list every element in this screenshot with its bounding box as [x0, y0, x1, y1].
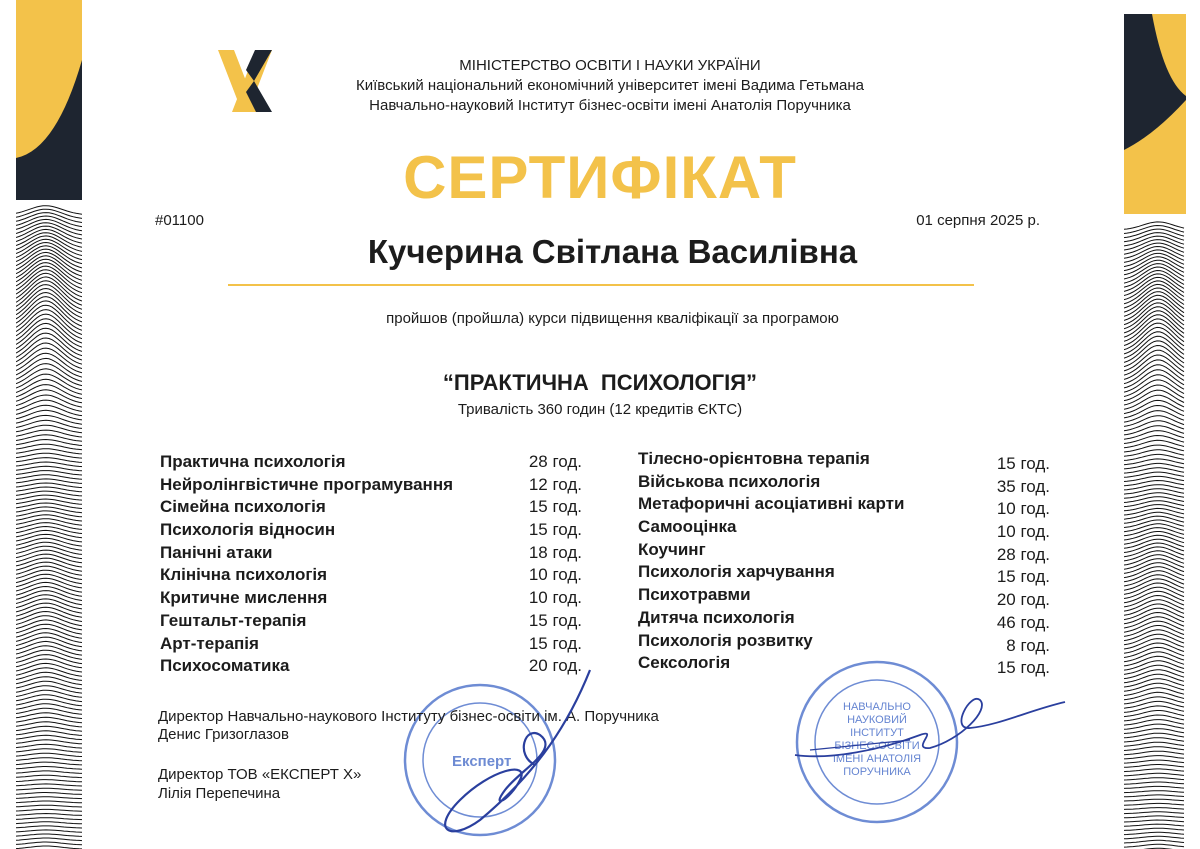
course-hours: 10 год.	[996, 499, 1050, 519]
decorative-wave-line	[1124, 799, 1184, 801]
course-hours: 10 год.	[528, 565, 582, 585]
decorative-wave-line	[16, 503, 82, 509]
course-item	[160, 494, 582, 517]
svg-text:НАВЧАЛЬНО: НАВЧАЛЬНО	[843, 701, 911, 713]
certificate-title: СЕРТИФІКАТ	[403, 144, 797, 211]
course-hours: 46 год.	[996, 612, 1050, 632]
decorative-wave-line	[1124, 795, 1184, 797]
decorative-wave-line	[16, 771, 82, 774]
decorative-wave-line	[16, 814, 82, 816]
program-name: “ПРАКТИЧНА ПСИХОЛОГІЯ”	[442, 370, 758, 395]
decorative-wave-line	[16, 762, 82, 765]
course-name: Самооцінка	[638, 517, 737, 537]
course-hours: 15 год.	[528, 610, 582, 630]
svg-text:Експерт: Експерт	[452, 753, 512, 770]
course-item	[160, 472, 582, 495]
course-item	[160, 517, 582, 540]
course-item	[638, 449, 1050, 472]
decorative-wave-line	[16, 830, 82, 832]
decorative-wave-line	[1124, 426, 1184, 435]
decorative-wave-line	[1124, 844, 1184, 847]
decorative-wave-line	[1124, 336, 1184, 358]
course-item	[160, 540, 582, 563]
decorative-wave-line	[16, 305, 82, 330]
decorative-wave-line	[16, 328, 82, 351]
decorative-wave-line	[1124, 824, 1184, 826]
course-hours: 15 год.	[528, 633, 582, 653]
decorative-wave-line	[16, 677, 82, 685]
decorative-wave-line	[1124, 742, 1184, 746]
decorative-wave-line	[16, 797, 82, 799]
course-item	[160, 631, 582, 654]
decorative-wave-line	[1124, 375, 1184, 392]
course-hours: 8 год.	[1006, 635, 1050, 655]
decorative-wave-line	[1124, 765, 1184, 768]
course-name: Психологія розвитку	[638, 630, 813, 650]
decorative-wave-line	[1124, 341, 1184, 363]
svg-text:ІНСТИТУТ: ІНСТИТУТ	[850, 727, 904, 739]
course-name: Сексологія	[638, 653, 731, 673]
course-name: Метафоричні асоціативні карти	[638, 494, 905, 514]
decorative-wave-line	[16, 780, 82, 782]
course-item	[160, 585, 582, 608]
decorative-wave-line	[1124, 836, 1184, 839]
decorative-wave-line	[1124, 729, 1184, 734]
ministry-name: МІНІСТЕРСТВО ОСВІТИ І НАУКИ УКРАЇНИ	[459, 57, 761, 74]
decorative-wave-line	[1124, 288, 1184, 308]
course-name: Психотравми	[638, 585, 751, 605]
svg-text:ПОРУЧНИКА: ПОРУЧНИКА	[843, 766, 911, 778]
course-name: Дитяча психологія	[638, 607, 795, 627]
decorative-wave-line	[1124, 778, 1184, 780]
decorative-wave-line	[16, 310, 82, 335]
svg-text:БІЗНЕС-ОСВІТИ: БІЗНЕС-ОСВІТИ	[834, 740, 920, 752]
completion-statement: пройшов (пройшла) курси підвищення кваліфікації за програмою	[386, 310, 839, 327]
course-name: Критичне мислення	[160, 588, 328, 608]
course-hours: 15 год.	[996, 454, 1050, 473]
course-name: Гештальт-терапія	[160, 610, 307, 630]
course-name: Психосоматика	[160, 656, 290, 676]
course-item	[638, 517, 1050, 540]
decorative-wave-line	[16, 256, 82, 276]
decorative-wave-line	[1124, 738, 1184, 742]
course-name: Практична психологія	[160, 452, 346, 471]
course-item	[638, 472, 1050, 495]
director2-title: Директор ТОВ «ЕКСПЕРТ Х»	[158, 766, 362, 783]
decorative-wave-line	[1124, 791, 1184, 793]
decorative-wave-line	[1124, 832, 1184, 834]
decorative-wave-line	[16, 788, 82, 790]
decorative-wave-line	[16, 822, 82, 824]
decorative-wave-line	[16, 834, 82, 836]
course-hours: 35 год.	[996, 476, 1050, 496]
decorative-wave-line	[1124, 683, 1184, 691]
course-hours: 15 год.	[528, 520, 582, 540]
decorative-wave-line	[16, 672, 82, 680]
decorative-wave-line	[1124, 756, 1184, 759]
certificate-number: #01100	[155, 212, 204, 229]
decorative-wave-line	[16, 846, 82, 849]
course-hours: 10 год.	[996, 522, 1050, 542]
decorative-wave-line	[1124, 816, 1184, 818]
decorative-wave-line	[16, 420, 82, 428]
decorative-wave-line	[16, 740, 82, 744]
course-hours: 15 год.	[528, 497, 582, 517]
x-logo-icon	[218, 50, 274, 112]
decorative-wave-line	[1124, 436, 1184, 444]
decorative-wave-line	[16, 731, 82, 736]
course-name: Нейролінгвістичне програмування	[160, 474, 454, 494]
decorative-wave-line	[16, 735, 82, 739]
decorative-wave-line	[16, 216, 82, 227]
decorative-wave-line	[1124, 493, 1184, 499]
decorative-wave-line	[16, 767, 82, 770]
certificate-date: 01 серпня 2025 р.	[916, 212, 1040, 229]
course-hours: 12 год.	[528, 474, 582, 494]
decorative-wave-line	[1124, 688, 1184, 696]
course-name: Коучинг	[638, 539, 706, 559]
course-name: Психологія відносин	[160, 520, 336, 540]
decorative-wave-line	[1124, 692, 1184, 699]
decorative-wave-line	[1124, 782, 1184, 784]
course-name: Арт-терапія	[160, 633, 259, 653]
svg-text:ІМЕНІ АНАТОЛІЯ: ІМЕНІ АНАТОЛІЯ	[832, 753, 922, 765]
decorative-wave-line	[1124, 786, 1184, 788]
institute-name: Навчально-науковий Інститут бізнес-освіти імені Анатолія Поручника	[369, 97, 851, 114]
decorative-wave-line	[1124, 803, 1184, 805]
decorative-wave-line	[1124, 769, 1184, 772]
course-item	[638, 631, 1050, 654]
name-underline	[228, 284, 974, 286]
recipient-name: Кучерина Світлана Василівна	[367, 233, 858, 270]
decorative-wave-line	[1124, 760, 1184, 763]
course-item	[638, 494, 1050, 517]
course-hours: 28 год.	[528, 452, 582, 471]
course-hours: 18 год.	[528, 542, 582, 562]
decorative-wave-line	[16, 319, 82, 343]
decorative-wave-line	[16, 809, 82, 811]
decorative-wave-line	[1124, 808, 1184, 810]
decorative-wave-line	[1124, 747, 1184, 751]
decorative-wave-line	[16, 749, 82, 753]
decorative-wave-line	[1124, 820, 1184, 822]
course-hours: 15 год.	[996, 658, 1050, 678]
course-list-left	[160, 449, 582, 676]
course-name: Панічні атаки	[160, 542, 273, 562]
decorative-wave-line	[16, 353, 82, 373]
left-decorative-band	[16, 0, 82, 849]
course-name: Сімейна психологія	[160, 497, 326, 517]
course-hours: 28 год.	[996, 544, 1050, 564]
decorative-wave-line	[16, 681, 82, 689]
director2-name: Лілія Перепечина	[158, 785, 281, 802]
course-item	[160, 449, 582, 472]
program-duration: Тривалість 360 годин (12 кредитів ЄКТС)	[457, 401, 743, 418]
decorative-wave-line	[16, 219, 82, 230]
course-name: Тілесно-орієнтовна терапія	[638, 449, 870, 468]
course-hours: 10 год.	[528, 588, 582, 608]
decorative-wave-line	[16, 793, 82, 795]
decorative-wave-line	[16, 252, 82, 272]
decorative-wave-line	[16, 805, 82, 807]
decorative-wave-line	[1124, 267, 1184, 283]
decorative-wave-line	[16, 784, 82, 786]
decorative-wave-line	[1124, 828, 1184, 830]
decorative-wave-line	[16, 818, 82, 820]
decorative-wave-line	[16, 838, 82, 841]
course-item	[638, 608, 1050, 631]
decorative-wave-line	[1124, 812, 1184, 814]
decorative-wave-line	[16, 415, 82, 424]
director1-name: Денис Гризоглазов	[158, 726, 289, 743]
decorative-wave-line	[1124, 840, 1184, 843]
decorative-wave-line	[16, 314, 82, 339]
course-name: Психологія харчування	[638, 562, 835, 582]
director1-title: Директор Навчально-наукового Інституту бізнес-освіти ім. А. Поручника	[158, 708, 659, 725]
decorative-wave-line	[16, 801, 82, 803]
handwritten-signature	[420, 660, 610, 840]
decorative-wave-line	[16, 744, 82, 748]
handwritten-signature	[790, 680, 1070, 790]
decorative-wave-line	[1124, 733, 1184, 738]
decorative-wave-line	[1124, 380, 1184, 397]
svg-text:НАУКОВИЙ: НАУКОВИЙ	[847, 714, 907, 726]
course-list-right	[638, 449, 1050, 676]
course-item	[160, 562, 582, 585]
course-item	[638, 562, 1050, 585]
decorative-wave-line	[16, 758, 82, 761]
course-hours: 20 год.	[528, 656, 582, 676]
course-item	[638, 540, 1050, 563]
decorative-wave-line	[1124, 751, 1184, 755]
decorative-wave-line	[1124, 284, 1184, 303]
course-name: Військова психологія	[638, 471, 821, 491]
course-item	[160, 608, 582, 631]
university-name: Київський національний економічний університет імені Вадима Гетьмана	[356, 77, 864, 94]
course-name: Клінічна психологія	[160, 565, 328, 585]
decorative-wave-line	[1124, 431, 1184, 440]
decorative-wave-line	[16, 753, 82, 756]
course-hours: 20 год.	[996, 590, 1050, 610]
decorative-wave-line	[1124, 679, 1184, 687]
right-decorative-band	[1124, 0, 1186, 849]
course-item	[638, 585, 1050, 608]
decorative-wave-line	[1124, 773, 1184, 776]
decorative-wave-line	[16, 842, 82, 845]
course-hours: 15 год.	[996, 567, 1050, 587]
decorative-wave-line	[16, 775, 82, 777]
decorative-wave-line	[16, 826, 82, 828]
